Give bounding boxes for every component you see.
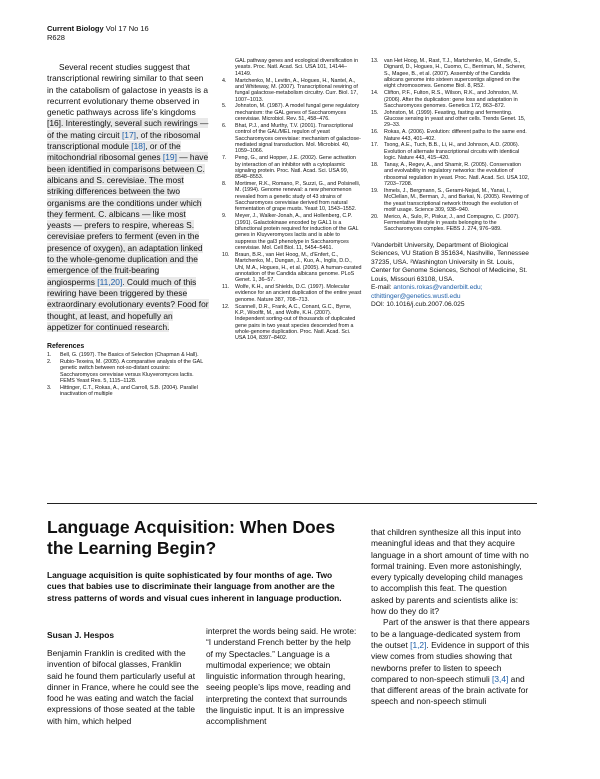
citation-19[interactable]: [19]	[162, 152, 177, 163]
email-link[interactable]: antonis.rokas@vanderbilt.edu; cthittinger@genetics.wustl.edu	[371, 284, 483, 300]
reference-item: 9. Meyer, J., Walker-Jonah, A., and Hollenberg, C.P. (1991). Galactokinase encoded by GAL1 is a bifunctional protein required for induction of the GAL genes in Kluyveromyces lactis and is able to suppress the gal3 phenotype in Saccharomyces cerevisiae. Mol. Cell Biol. 11, 5454–5461.	[222, 213, 359, 251]
column-3	[371, 58, 531, 310]
hl-c: , or of the mitochondrial ribosomal genes	[47, 141, 181, 163]
column-1	[47, 62, 209, 398]
reference-item: 15. Johnston, M. (1999). Feasting, fasting and fermenting. Glucose sensing in yeast and other cells. Trends Genet. 15, 29–33.	[371, 109, 526, 129]
article-body-2: interpret the words being said. He wrote: “I understand French better by the help of my Spectacles.” Language is a multimodal experience; we obtain linguistic information through hearing, seeing people’s lips move, reading and interpreting the context that surrounds the linguistic input. It is an impressive accomplishment	[206, 626, 357, 727]
reference-item: 13. van Het Hoog, M., Rast, T.J., Martchenko, M., Grindle, S., Dignard, D., Hogues, H., Cuomo, C., Berriman, M., Scherer, S., Magee, B., et al. (2007). Assembly of the Candida albicans genome into sixteen supercontigs aligned on the eight chromosomes. Genome Biol. 8, R52.	[371, 58, 526, 90]
citation-11-20[interactable]: [11,20]	[97, 276, 123, 287]
article-column-1	[47, 648, 199, 727]
reference-item: 10. Braun, B.R., van Het Hoog, M., d’Enfert, C., Martchenko, M., Dungan, J., Kuo, A., Inglis, D.O., Uhl, M.A., Hogues, H., et al. (2005). A human-curated annotation of the Candida albicans genome. PLoS Genet. 1, 36–57.	[222, 251, 362, 284]
citation-18[interactable]: [18]	[131, 141, 146, 152]
column-2	[222, 58, 362, 342]
hl-e: . Could much of this rewiring have been triggered by these extraordinary evolutionary events? Food for thought, at least, and hopefully an appetizer for continued research.	[47, 276, 209, 332]
page-header	[47, 24, 149, 42]
email-line	[371, 284, 531, 301]
reference-item: 1. Bell, G. (1997). The Basics of Selection (Chapman & Hall).	[47, 352, 199, 359]
citation-1-2[interactable]: [1,2]	[410, 639, 427, 650]
author-affiliations	[371, 242, 531, 310]
reference-item: 2. Rubio-Texeira, M. (2005). A comparative analysis of the GAL genetic switch between not-so-distant cousins: Saccharomyces cerevisiae versus Kluyveromyces lactis. FEMS Yeast Res. 5, 1115–1128.	[47, 358, 203, 384]
reference-item: 8. Mortimer, R.K., Romano, P., Suzzi, G., and Polsinelli, M. (1994). Genome renewal: a new phenomenon revealed from a genetic study of 43 strains of Saccharomyces cerevisiae derived from natural fermentation of grape musts. Yeast 10, 1543–1552.	[222, 181, 361, 213]
article-column-3	[371, 527, 531, 708]
reference-item: 4. Martchenko, M., Levitin, A., Hogues, H., Nantel, A., and Whiteway, M. (2007). Transcriptional rewiring of fungal galactose-metabolism circuitry. Curr. Biol. 17, 1007–1013.	[222, 77, 358, 103]
reference-item: 3. Hittinger, C.T., Rokas, A., and Carroll, S.B. (2004). Parallel inactivation of multiple	[47, 384, 198, 398]
paragraph-start: Several recent studies suggest that transcriptional rewiring similar to that seen in the catabolism of galactose in yeasts is a recurrent evolutionary theme observed in genetic pathways across life’s kingdoms	[47, 62, 209, 118]
hl-b: , of the ribosomal transcriptional module	[47, 129, 201, 152]
article-lead: Language acquisition is quite sophisticated by four months of age. Two cues that babies use to discriminate their language from another are the stress patterns of words and visual cues inherent in language production.	[47, 570, 342, 603]
citation-17[interactable]: [17]	[121, 129, 136, 140]
article-body-4: Part of the answer is that there appears to be a language-dedicated system from the outset [1,2]. Evidence in support of this view comes from studies showing that newborns prefer to listen to speech compared to non-speech stimuli [3,4] and that different areas of the brain activate for speech and non-speech stimuli	[371, 617, 530, 707]
reference-item: GAL pathway genes and ecological diversification in yeasts. Proc. Natl. Acad. Sci. USA 101, 14144–14149.	[235, 58, 359, 77]
article-body-3: that children synthesize all this input into meaningful ideas and that they acquire language in a short amount of time with no formal training. Even more astonishingly, every typically developing child manages to accomplish this feat. The question asked by parents and scientists alike is: how do they do it?	[371, 527, 529, 617]
author-name: Susan J. Hespos	[47, 630, 115, 640]
article-title: Language Acquisition: When Does the Learning Begin?	[47, 517, 336, 558]
reference-item: 20. Merico, A., Sulo, P., Piskur, J., and Compagno, C. (2007). Fermentative lifestyle in yeasts belonging to the Saccharomyces complex. FEBS J. 274, 976–989.	[371, 213, 520, 233]
discussion-paragraph	[47, 62, 209, 333]
reference-item: 6. Bhat, P.J., and Murthy, T.V. (2001). Transcriptional control of the GAL/MEL regulon of yeast Saccharomyces cerevisiae: mechanism of galactose-mediated signal transduction. Mol. Microbiol. 40, 1059–1066.	[222, 122, 361, 155]
hl-a: [16]. Interestingly, several such rewirings — of the mating circuit	[47, 118, 209, 140]
article-column-2	[206, 626, 358, 728]
reference-item: 19. Ihmels, J., Bergmann, S., Gerami-Nejad, M., Yanai, I., McClellan, M., Berman, J., and Barkai, N. (2005). Rewiring of the yeast transcriptional network through the evolution of motif usage. Science 309, 938–940.	[371, 187, 529, 213]
email-label: E-mail:	[371, 284, 394, 292]
hl-d: — have been identified in comparisons between C. albicans and S. cerevisiae. The most striking differences between the two organisms are the conditions under which they ferment. C. albicans — like most yeasts — prefers to respire, whereas S. cerevisiae prefers to ferment (even in the presence of oxygen), an adaptation linked to the whole-genome duplication and the emergence of the fruit-bearing angiosperms	[47, 152, 209, 287]
reference-item: 17. Tsong, A.E., Tuch, B.B., Li, H., and Johnson, A.D. (2006). Evolution of alternate transcriptional circuits with identical logic. Nature 443, 415–420.	[371, 142, 520, 162]
journal-name: Current Biology	[47, 24, 104, 33]
affiliation-text: ¹Vanderbilt University, Department of Biological Sciences, VU Station B 351634, Nashville, Tennessee 37235, USA. ²Washington University in St. Louis, Center for Genome Sciences, School of Medicine, St. Louis, Missouri 63108, USA.	[371, 241, 529, 283]
journal-volume: Vol 17 No 16	[105, 24, 149, 33]
highlighted-text	[47, 118, 209, 331]
section-divider	[47, 503, 537, 504]
reference-item: 11. Wolfe, K.H., and Shields, D.C. (1997). Molecular evidence for an ancient duplication of the entire yeast genome. Nature 387, 708–713.	[222, 284, 362, 303]
references-heading: References	[47, 343, 85, 351]
reference-item: 7. Peng, G., and Hopper, J.E. (2002). Gene activation by interaction of an inhibitor with a cytoplasmic signaling protein. Proc. Natl. Acad. Sci. USA 99, 8548–8553.	[222, 155, 356, 181]
article-body-1: Benjamin Franklin is credited with the invention of bifocal glasses, Franklin said he found them particularly useful at dinner in France, where he could see the food he was eating and watch the facial expressions of those seated at the table with him, which helped	[47, 648, 199, 726]
reference-item: 12. Scannell, D.R., Frank, A.C., Conant, G.C., Byrne, K.P., Woolfit, M., and Wolfe, K.H. (2007). Independent sorting-out of thousands of duplicated gene pairs in two yeast species descended from a whole-genome duplication. Proc. Natl. Acad. Sci. USA 104, 8397–8402.	[222, 303, 356, 342]
doi: DOI: 10.1016/j.cub.2007.06.025	[371, 301, 465, 309]
reference-item: 5. Johnston, M. (1987). A model fungal gene regulatory mechanism: the GAL genes of Saccharomyces cerevisiae. Microbiol. Rev. 51, 458–476.	[222, 103, 360, 123]
reference-item: 16. Rokas, A. (2006). Evolution: different paths to the same end. Nature 443, 401–402.	[371, 129, 527, 142]
citation-3-4[interactable]: [3,4]	[492, 673, 509, 684]
page-number: R628	[47, 33, 65, 42]
reference-item: 18. Tanay, A., Regev, A., and Shamir, R. (2005). Conservation and evolvability in regulatory networks: the evolution of ribosomal regulation in yeast. Proc. Natl. Acad. Sci. USA 102, 7203–7208.	[371, 162, 530, 188]
reference-item: 14. Clifton, P.F., Fulton, R.S., Wilson, R.K., and Johnston, M. (2006). After the duplication: gene loss and adaptation in Saccharomyces genomes. Genetics 172, 863–872.	[371, 90, 519, 109]
